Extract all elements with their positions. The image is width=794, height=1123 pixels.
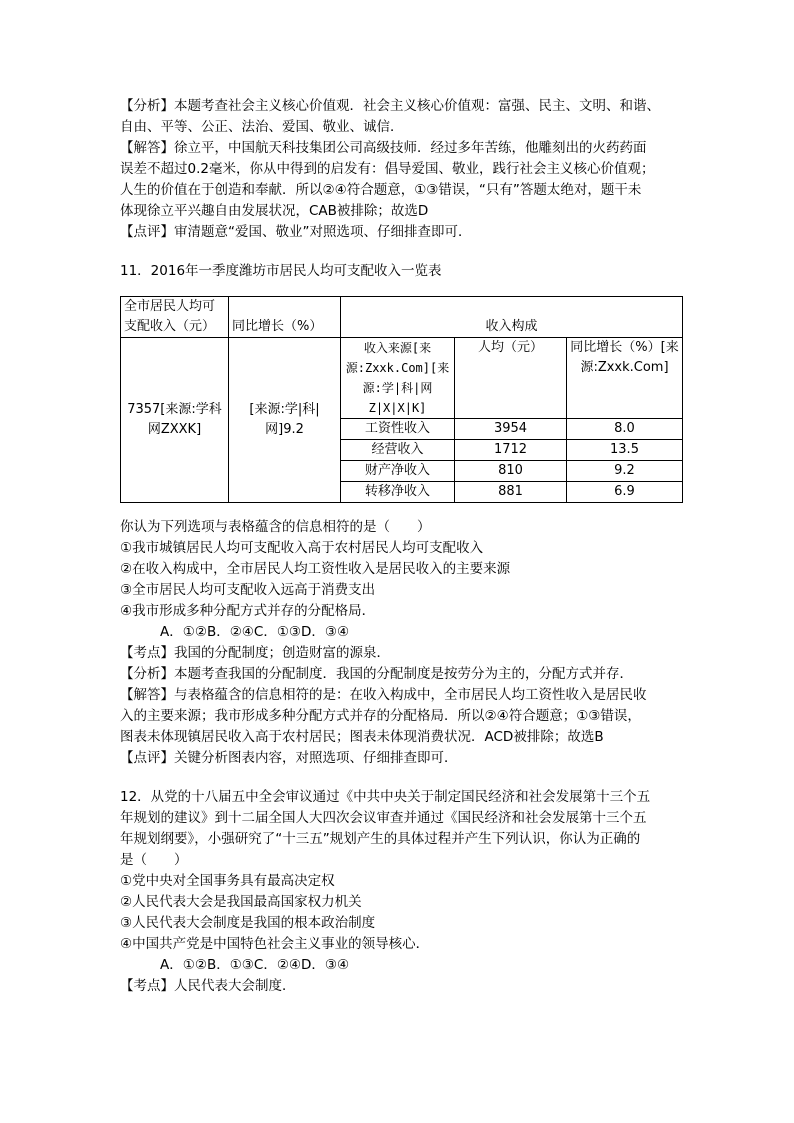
q10-analysis	[120, 96, 680, 138]
text-line: 入的主要来源；我市形成多种分配方式并存的分配格局．所以②④符合题意；①③错误，	[120, 708, 641, 724]
option-item: ④中国共产党是中国特色社会主义事业的领导核心．	[120, 936, 430, 952]
text-line: 12．从党的十八届五中全会审议通过《中共中央关于制定国民经济和社会发展第十三个五	[120, 789, 651, 805]
q11-options	[120, 538, 680, 622]
text-line: 图表未体现镇居民收入高于农村居民；图表未体现消费状况．ACD被排除；故选B	[120, 729, 604, 745]
cell-source: 财产净收入	[341, 461, 455, 482]
cell-per-capita: 1712	[455, 440, 567, 461]
option-item: ②在收入构成中，全市居民人均工资性收入是居民收入的主要来源	[120, 561, 511, 577]
text-line: 年规划的建议》到十二届全国人大四次会议审查并通过《国民经济和社会发展第十三个五	[120, 810, 647, 826]
text-line: 自由、平等、公正、法治、爱国、敬业、诚信．	[120, 119, 404, 135]
option-item: ②人民代表大会是我国最高国家权力机关	[120, 894, 362, 910]
q10-comment: 【点评】审清题意“爱国、敬业”对照选项、仔细排查即可．	[120, 224, 472, 240]
header-income-composition: 收入构成	[341, 297, 683, 338]
cell-per-capita: 810	[455, 461, 567, 482]
q11-analysis: 【分析】本题考查我国的分配制度．我国的分配制度是按劳分为主的，分配方式并存．	[120, 666, 633, 682]
subheader-growth: 同比增长（%）[来源:Zxxk.Com]	[567, 338, 683, 419]
q11-comment: 【点评】关键分析图表内容，对照选项、仔细排查即可．	[120, 750, 458, 766]
cell-growth: 8.0	[567, 419, 683, 440]
cell-total-value: 7357[来源:学科网ZXXK]	[121, 338, 229, 503]
cell-source: 经营收入	[341, 440, 455, 461]
header-total-income: 全市居民人均可支配收入（元）	[121, 297, 229, 338]
option-item: ③人民代表大会制度是我国的根本政治制度	[120, 915, 376, 931]
cell-growth: 6.9	[567, 482, 683, 503]
q11-kaodian: 【考点】我国的分配制度；创造财富的源泉．	[120, 645, 390, 661]
text-line: 是（ ）	[120, 852, 188, 868]
q12-kaodian: 【考点】人民代表大会制度．	[120, 978, 296, 994]
option-item: ③全市居民人均可支配收入远高于消费支出	[120, 582, 376, 598]
income-table	[120, 296, 683, 503]
q11-title: 11．2016年一季度潍坊市居民人均可支配收入一览表	[120, 263, 442, 279]
option-item: ①我市城镇居民人均可支配收入高于农村居民人均可支配收入	[120, 540, 484, 556]
q12-options	[120, 871, 680, 955]
q11-question: 你认为下列选项与表格蕴含的信息相符的是（ ）	[120, 519, 431, 535]
text-line: 【解答】与表格蕴含的信息相符的是：在收入构成中，全市居民人均工资性收入是居民收	[120, 687, 647, 703]
q10-answer	[120, 138, 680, 222]
cell-source: 转移净收入	[341, 482, 455, 503]
text-line: 体现徐立平兴趣自由发展状况，CAB被排除；故选D	[120, 203, 429, 219]
cell-per-capita: 881	[455, 482, 567, 503]
text-line: 人生的价值在于创造和奉献．所以②④符合题意，①③错误，“只有”答题太绝对，题干未	[120, 182, 642, 198]
cell-source: 工资性收入	[341, 419, 455, 440]
cell-growth: 9.2	[567, 461, 683, 482]
subheader-source: 收入来源[来源:Zxxk.Com][来源:学|科|网Z|X|X|K]	[341, 338, 455, 419]
text-line: 【分析】本题考查社会主义核心价值观．社会主义核心价值观：富强、民主、文明、和谐、	[120, 98, 660, 114]
header-growth: 同比增长（%）	[229, 297, 341, 338]
text-line: 年规划纲要》，小强研究了“十三五”规划产生的具体过程并产生下列认识，你认为正确的	[120, 831, 641, 847]
table-row	[121, 338, 683, 419]
text-line: 误差不超过0.2毫米，你从中得到的启发有：倡导爱国、敬业，践行社会主义核心价值观；	[120, 161, 655, 177]
q12-choices: A．①②B．①③C．②④D．③④	[160, 957, 350, 973]
cell-per-capita: 3954	[455, 419, 567, 440]
option-item: ①党中央对全国事务具有最高决定权	[120, 873, 335, 889]
q11-choices: A．①②B．②④C．①③D．③④	[160, 624, 350, 640]
table-header-row	[121, 297, 683, 338]
document-page	[120, 96, 680, 997]
q11-answer	[120, 685, 680, 748]
cell-growth: 13.5	[567, 440, 683, 461]
option-item: ④我市形成多种分配方式并存的分配格局．	[120, 603, 376, 619]
q12-stem	[120, 787, 680, 871]
text-line: 【解答】徐立平，中国航天科技集团公司高级技师．经过多年苦练，他雕刻出的火药药面	[120, 140, 647, 156]
subheader-per-capita: 人均（元）	[455, 338, 567, 419]
cell-total-growth: [来源:学|科|网]9.2	[229, 338, 341, 503]
